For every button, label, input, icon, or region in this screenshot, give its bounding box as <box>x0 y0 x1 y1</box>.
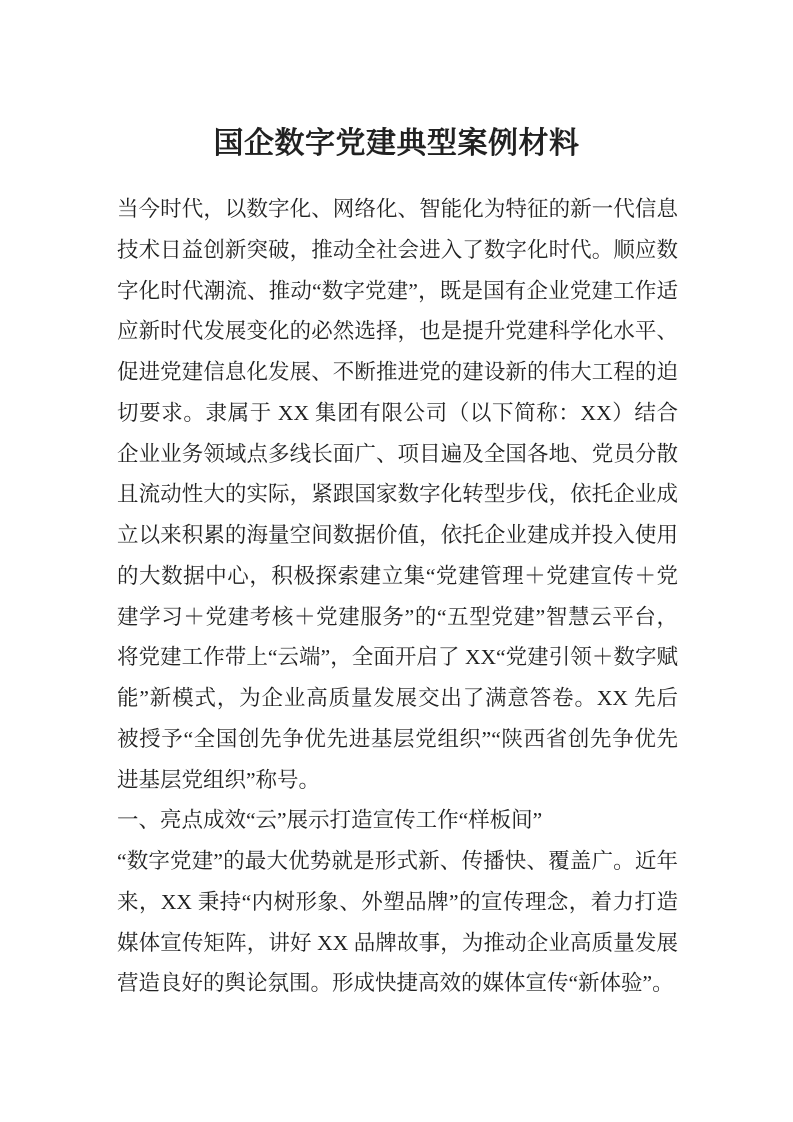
paragraph-intro: 当今时代，以数字化、网络化、智能化为特征的新一代信息技术日益创新突破，推动全社会进入了数字化时代。顺应数字化时代潮流、推动“数字党建”，既是国有企业党建工作适应新时代发展变化的必然选择，也是提升党建科学化水平、促进党建信息化发展、不断推进党的建设新的伟大工程的迫切要求。隶属于 XX 集团有限公司（以下简称：XX）结合企业业务领域点多线长面广、项目遍及全国各地、党员分散且流动性大的实际，紧跟国家数字化转型步伐，依托企业成立以来积累的海量空间数据价值，依托企业建成并投入使用的大数据中心，积极探索建立集“党建管理＋党建宣传＋党建学习＋党建考核＋党建服务”的“五型党建”智慧云平台，将党建工作带上“云端”，全面开启了 XX“党建引领＋数字赋能”新模式，为企业高质量发展交出了满意答卷。XX 先后被授予“全国创先争优先进基层党组织”“陕西省创先争优先进基层党组织”称号。 <box>117 197 678 792</box>
document-body <box>117 189 678 1004</box>
section-heading-1: 一、亮点成效“云”展示打造宣传工作“样板间” <box>117 808 543 833</box>
paragraph-section-1-body: “数字党建”的最大优势就是形式新、传播快、覆盖广。近年来，XX 秉持“内树形象、外塑品牌”的宣传理念，着力打造媒体宣传矩阵，讲好 XX 品牌故事，为推动企业高质量发展营造良好的舆论氛围。形成快捷高效的媒体宣传“新体验”。 <box>117 849 678 996</box>
document-title: 国企数字党建典型案例材料 <box>213 127 580 160</box>
